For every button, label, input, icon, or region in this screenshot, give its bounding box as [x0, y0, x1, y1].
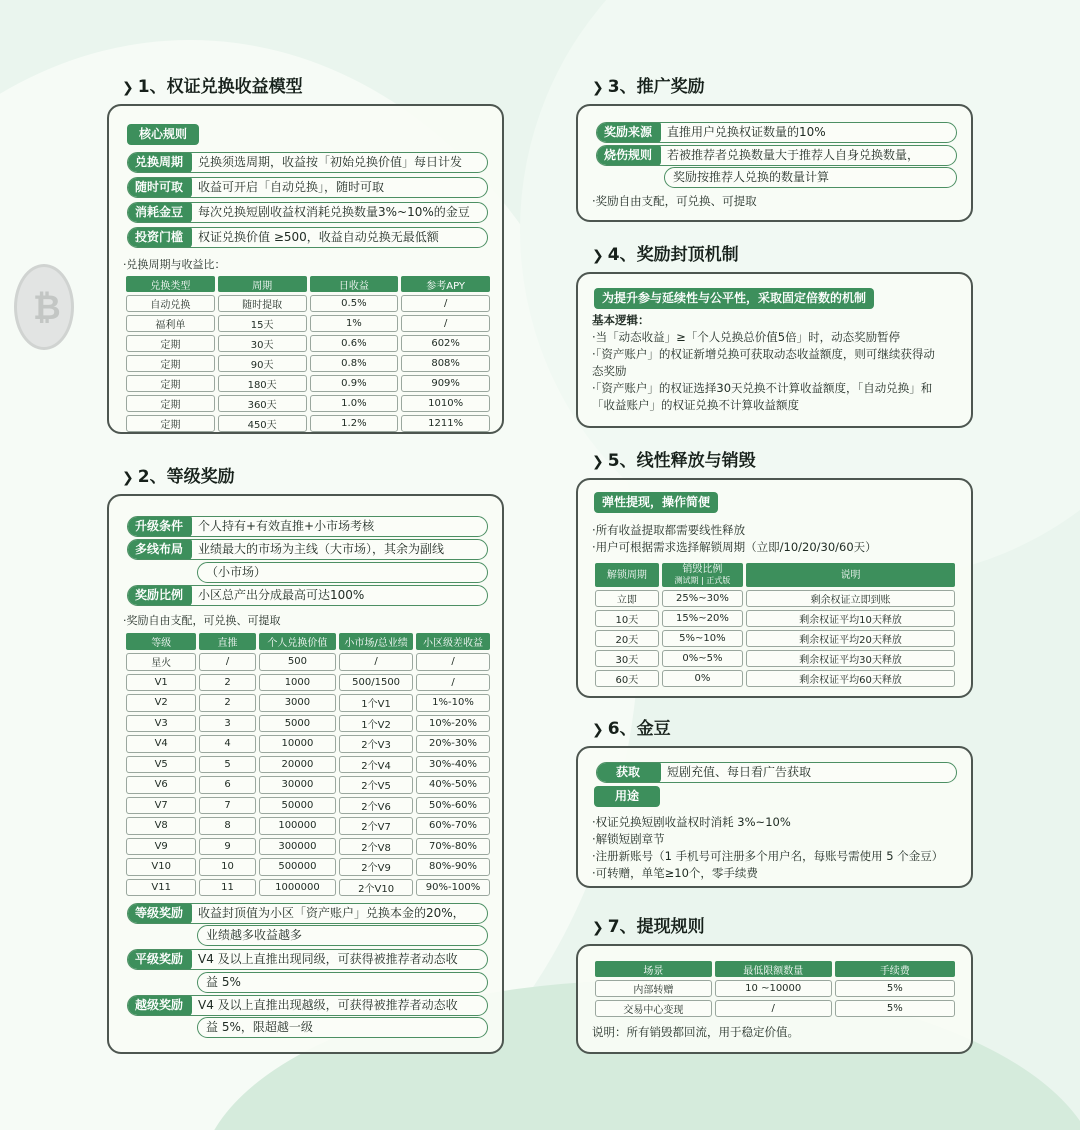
rule-multi-line-cont: （小市场） — [197, 562, 488, 583]
table-row: V3 3 5000 1个V2 10%-20% — [126, 715, 490, 733]
section-5-card — [576, 478, 973, 698]
section-2-card — [107, 494, 504, 1054]
rule-multi-line: 多线布局 业绩最大的市场为主线（大市场），其余为副线 — [127, 539, 488, 560]
table-header: 个人兑换价值 — [259, 633, 336, 650]
table-row: V11 11 1000000 2个V10 90%-100% — [126, 879, 490, 897]
level-table — [123, 630, 493, 899]
rule-upgrade-condition: 升级条件 个人持有+有效直推+小市场考核 — [127, 516, 488, 537]
table-row: V8 8 100000 2个V7 60%-70% — [126, 817, 490, 835]
section-6-title: ❯ 6、金豆 — [592, 719, 671, 739]
section-6-card — [576, 746, 973, 888]
cap-banner: 为提升参与延续性与公平性，采取固定倍数的机制 — [594, 288, 874, 309]
table-row: V9 9 300000 2个V8 70%-80% — [126, 838, 490, 856]
table-row: 立即 25%~30% 剩余权证立即到账 — [595, 590, 955, 607]
arrow-icon: ❯ — [592, 248, 604, 264]
table-row: 定期 90天 0.8% 808% — [126, 355, 490, 372]
rule-withdraw-anytime: 随时可取 收益可开启「自动兑换」，随时可取 — [127, 177, 488, 198]
withdraw-table — [592, 958, 958, 1020]
table-header: 直推 — [199, 633, 255, 650]
table-row: 定期 30天 0.6% 602% — [126, 335, 490, 352]
rule-consume-beans: 消耗金豆 每次兑换短剧收益权消耗兑换数量3%~10%的金豆 — [127, 202, 488, 223]
table-row: 定期 180天 0.9% 909% — [126, 375, 490, 392]
exchange-yield-table — [123, 273, 493, 435]
release-line: ·所有收益提取都需要线性释放 — [592, 523, 746, 537]
section-7-title: ❯ 7、提现规则 — [592, 917, 705, 937]
table-row: 20天 5%~10% 剩余权证平均20天释放 — [595, 630, 955, 647]
release-table — [592, 560, 958, 690]
rule-exchange-period: 兑换周期 兑换须选周期，收益按「初始兑换价值」每日计发 — [127, 152, 488, 173]
table-header: 兑换类型 — [126, 276, 215, 292]
bean-line: ·注册新账号（1 手机号可注册多个用户名，每账号需使用 5 个金豆） — [592, 849, 944, 863]
table-row: V2 2 3000 1个V1 1%-10% — [126, 694, 490, 712]
bonus-level: 等级奖励 收益封顶值为小区「资产账户」兑换本金的20%， — [127, 903, 488, 924]
bonus-peer: 平级奖励 V4 及以上直推出现同级，可获得被推荐者动态收 — [127, 949, 488, 970]
table-row: V6 6 30000 2个V5 40%-50% — [126, 776, 490, 794]
section-3-title: ❯ 3、推广奖励 — [592, 77, 705, 97]
cap-line: ·当「动态收益」≥「个人兑换总价值5倍」时，动态奖励暂停 — [592, 330, 901, 344]
table-header: 销毁比例 测试期 | 正式版 — [662, 563, 743, 587]
bean-line: ·权证兑换短剧收益权时消耗 3%~10% — [592, 815, 791, 829]
cap-line: 态奖励 — [592, 364, 627, 378]
table-row: 定期 360天 1.0% 1010% — [126, 395, 490, 412]
table-row: 内部转赠 10 ~10000 5% — [595, 980, 955, 997]
bean-use-tag: 用途 — [594, 786, 660, 807]
promo-burn-rule: 烧伤规则 若被推荐者兑换数量大于推荐人自身兑换数量， — [596, 145, 957, 166]
table-header: 小市场/总业绩 — [339, 633, 413, 650]
release-line: ·用户可根据需求选择解锁周期（立即/10/20/30/60天） — [592, 540, 877, 554]
bonus-overtake: 越级奖励 V4 及以上直推出现越级，可获得被推荐者动态收 — [127, 995, 488, 1016]
bonus-overtake-cont: 益 5%，限超越一级 — [197, 1017, 488, 1038]
promo-source: 奖励来源 直推用户兑换权证数量的10% — [596, 122, 957, 143]
table-header: 参考APY — [401, 276, 490, 292]
release-banner: 弹性提现，操作简便 — [594, 492, 718, 513]
arrow-icon: ❯ — [122, 80, 134, 96]
table-row: 星火 / 500 / / — [126, 653, 490, 671]
cap-line: ·「资产账户」的权证选择30天兑换不计算收益额度，「自动兑换」和 — [592, 381, 933, 395]
table-header: 日收益 — [310, 276, 399, 292]
table-header: 说明 — [746, 563, 955, 587]
table-header: 周期 — [218, 276, 307, 292]
cap-line: ·「资产账户」的权证新增兑换可获取动态收益额度，则可继续获得动 — [592, 347, 935, 361]
section-2-title: ❯ 2、等级奖励 — [122, 467, 235, 487]
bonus-peer-cont: 益 5% — [197, 972, 488, 993]
table-row: V5 5 20000 2个V4 30%-40% — [126, 756, 490, 774]
table-caption: ·兑换周期与收益比： — [123, 258, 226, 271]
table-caption: ·奖励自由支配，可兑换、可提取 — [123, 614, 281, 627]
table-row: 自动兑换 随时提取 0.5% / — [126, 295, 490, 312]
cap-line: 「收益账户」的权证兑换不计算收益额度 — [592, 398, 799, 412]
section-7-card — [576, 944, 973, 1054]
section-3-card — [576, 104, 973, 222]
bean-line: ·可转赠，单笔≥10个，零手续费 — [592, 866, 758, 880]
core-rules-tag: 核心规则 — [127, 124, 199, 145]
table-row: 福利单 15天 1% / — [126, 315, 490, 332]
section-4-card — [576, 272, 973, 428]
section-1-card — [107, 104, 504, 434]
rule-reward-ratio: 奖励比例 小区总产出分成最高可达100% — [127, 585, 488, 606]
bean-get: 获取 短剧充值、每日看广告获取 — [596, 762, 957, 783]
bean-line: ·解锁短剧章节 — [592, 832, 665, 846]
table-header: 解锁周期 — [595, 563, 659, 587]
arrow-icon: ❯ — [592, 80, 604, 96]
table-header: 场景 — [595, 961, 712, 977]
table-row: 30天 0%~5% 剩余权证平均30天释放 — [595, 650, 955, 667]
arrow-icon: ❯ — [592, 722, 604, 738]
promo-burn-rule-cont: 奖励按推荐人兑换的数量计算 — [664, 167, 957, 188]
table-header: 等级 — [126, 633, 196, 650]
table-header: 最低限额数量 — [715, 961, 832, 977]
promo-note: ·奖励自由支配，可兑换、可提取 — [592, 194, 757, 208]
section-4-title: ❯ 4、奖励封顶机制 — [592, 245, 739, 265]
table-row: 交易中心变现 / 5% — [595, 1000, 955, 1017]
arrow-icon: ❯ — [592, 920, 604, 936]
table-row: V10 10 500000 2个V9 80%-90% — [126, 858, 490, 876]
arrow-icon: ❯ — [592, 454, 604, 470]
table-row: V1 2 1000 500/1500 / — [126, 674, 490, 692]
table-header: 小区级差收益 — [416, 633, 490, 650]
section-5-title: ❯ 5、线性释放与销毁 — [592, 451, 756, 471]
cap-subtitle: 基本逻辑： — [592, 313, 650, 327]
table-row: 60天 0% 剩余权证平均60天释放 — [595, 670, 955, 687]
bonus-level-cont: 业绩越多收益越多 — [197, 925, 488, 946]
table-header: 手续费 — [835, 961, 955, 977]
section-1-title: ❯ 1、权证兑换收益模型 — [122, 77, 303, 97]
arrow-icon: ❯ — [122, 470, 134, 486]
withdraw-note: 说明：所有销毁都回流，用于稳定价值。 — [592, 1025, 799, 1039]
table-row: V7 7 50000 2个V6 50%-60% — [126, 797, 490, 815]
rule-invest-threshold: 投资门槛 权证兑换价值 ≥500，收益自动兑换无最低额 — [127, 227, 488, 248]
bitcoin-coin-icon: ₿ — [14, 264, 74, 350]
table-row: 10天 15%~20% 剩余权证平均10天释放 — [595, 610, 955, 627]
table-row: V4 4 10000 2个V3 20%-30% — [126, 735, 490, 753]
table-row: 定期 450天 1.2% 1211% — [126, 415, 490, 432]
